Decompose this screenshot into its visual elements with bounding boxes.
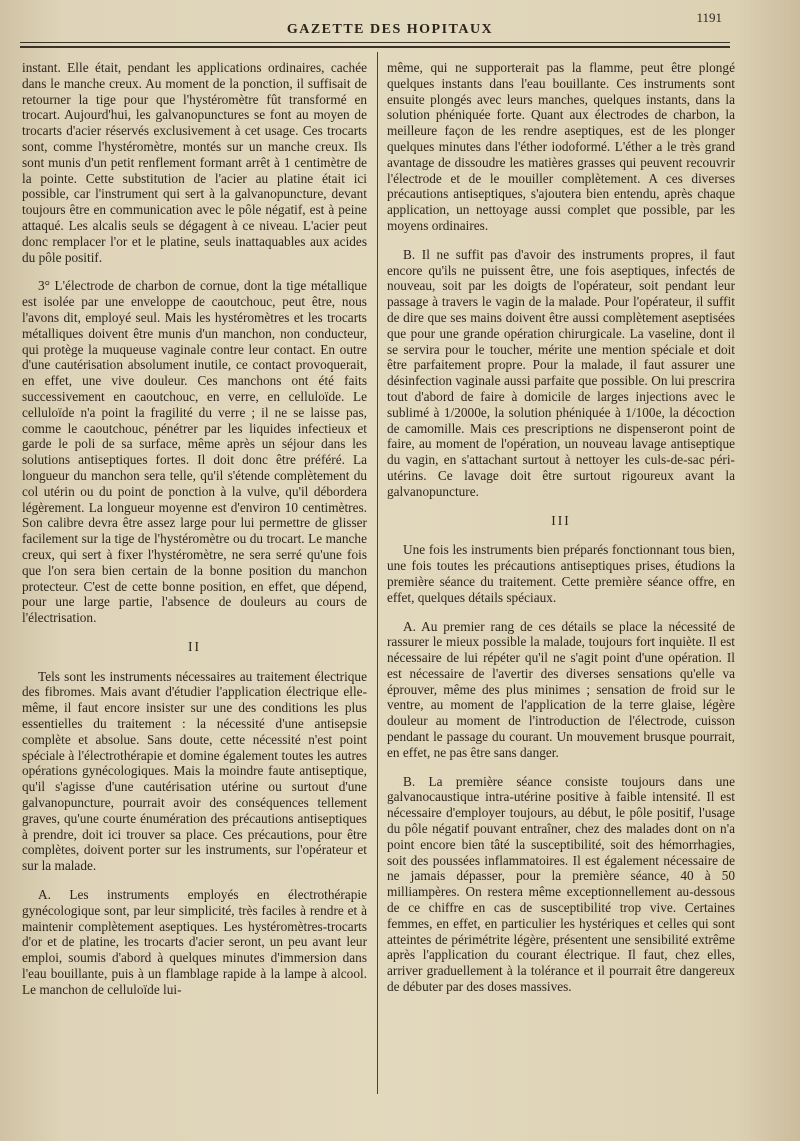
paragraph: Tels sont les instruments nécessaires au traitement électrique des fibromes. Mais avant d'étudier l'application électrique elle-même, il faut encore insister sur une des conditions les plus essentielles du traitement : la nécessité d'une antisepsie complète et absolue. Sans doute, cette nécessité n'est point spéciale à l'électrothérapie et domine également toutes les autres opérations gynécologiques. Mais la moindre faute antiseptique, qu'il s'agisse d'une cautérisation utérine ou surtout d'une galvanopuncture, pourrait avoir des conséquences tellement graves, qu'une courte énumération des précautions antiseptiques à prendre, doit ici trouver sa place. Ces précautions, pour être complètes, doivent porter sur les instruments, sur l'opérateur et sur la malade. [22, 668, 367, 874]
paragraph: B. Il ne suffit pas d'avoir des instruments propres, il faut encore qu'ils ne puissent être, une fois aseptiques, infectés de nouveau, soit par les doigts de l'opérateur, soit pendant leur passage à travers le vagin de la malade. Pour l'opérateur, il suffit de dire que ses mains doivent être aussi complètement aseptisées que pour une grande opération chirurgicale. La vaseline, dont il se servira pour le toucher, mérite une mention spéciale et doit être parfaitement propre. Pour la malade, il faut assurer une désinfection vaginale aussi parfaite que possible. On lui prescrira tout d'abord de faire à domicile de larges injections avec le sublimé à 1/2000e, la solution phéniquée à 1/100e, la décoction de camomille. Mais ces prescriptions ne dispenseront point de faire, au moment de l'opération, un nouveau lavage antiseptique du vagin, en s'attachant surtout à nettoyer les culs-de-sac péri-utérins. Ce lavage doit être surtout rigoureux avant la galvanopuncture. [387, 246, 735, 499]
paragraph: 3° L'électrode de charbon de cornue, dont la tige métallique est isolée par une enveloppe de caoutchouc, peut être, nous l'avons dit, employé seul. Mais les hystéromètres et les trocarts métalliques doivent être munis d'un manchon, non conducteur, qui protège la muqueuse vaginale contre leur contact. En outre d'une cautérisation absolument inutile, ce contact provoquerait, en effet, une vive douleur. Ces manchons ont été faits successivement en caoutchouc, en verre, en celluloïde. Le celluloïde n'a point la fragilité du verre ; il ne se laisse pas, comme le caoutchouc, pénétrer par les liquides infectieux et garde le poli de sa surface, même après un séjour dans les solutions antiseptiques fortes. Il doit donc être préféré. La longueur du manchon sera telle, qu'il s'étende complètement du col utérin ou du point de ponction à la vulve, qu'il débordera légèrement. La longueur moyenne est d'environ 10 centimètres. Son calibre devra être assez large pour lui permettre de glisser facilement sur la tige de l'hystéromètre ou du trocart. Le manche creux, qui sert à fixer l'hystéromètre, ne sera serré qu'une fois que l'on sera bien certain de la bonne position du manchon protecteur. C'est de cette bonne position, en effet, que dépend, pour une large partie, l'absence de douleurs au cours de l'électrisation. [22, 278, 367, 626]
header-rule-thick [20, 46, 730, 48]
left-column [22, 60, 367, 1011]
section-heading: II [188, 638, 201, 654]
paragraph: B. La première séance consiste toujours dans une galvanocaustique intra-utérine positive à faible intensité. Il est nécessaire d'employer toujours, au début, le pôle positif, l'usage du pôle négatif pouvant entraîner, chez des malades dont on n'a point encore bien tâté la susceptibilité, soit des hémorrhagies, soit des poussées inflammatoires. Il est également nécessaire de ne jamais dépasser, pour la première séance, 40 à 50 milliampères. On restera même exceptionnellement au-dessous de ce chiffre en cas de susceptibilité trop vive. Certaines femmes, en effet, en particulier les hystériques et celles qui sont atteintes de périmétrite légère, présentent une sensibilité extrême après l'application du courant électrique. Il faut, chez elles, arriver graduellement à la tolérance et il pourrait être dangereux de débuter par des doses massives. [387, 773, 735, 995]
paragraph: même, qui ne supporterait pas la flamme, peut être plongé quelques instants dans l'eau bouillante. Ces instruments sont ensuite plongés avec leurs manches, quelques instants, dans la solution phéniquée forte. Quant aux électrodes de charbon, la meilleure façon de les rendre aseptiques, est de les plonger quelques minutes dans l'éther iodoformé. L'éther a le très grand avantage de dissoudre les matières grasses qui peuvent recouvrir l'électrode et de le mouiller complètement. A ces diverses précautions antiseptiques, s'ajoutera bien entendu, après chaque application, un nettoyage aussi complet que possible, par les moyens ordinaires. [387, 60, 735, 233]
right-column [387, 60, 735, 1008]
paragraph: A. Au premier rang de ces détails se place la nécessité de rassurer le mieux possible la malade, toujours fort inquiète. Il est nécessaire de lui répéter qu'il ne s'agit point d'une opération. Il est nécessaire de l'avertir des diverses sensations qu'elle va éprouver, même des plus minimes ; sensation de froid sur le ventre, au moment de l'application de la terre glaise, légère douleur au moment de l'introduction de l'électrode, cuisson pendant le passage du courant. Un mouvement brusque pourrait, en effet, ne pas être sans danger. [387, 618, 735, 760]
section-heading: III [551, 512, 571, 528]
header-rule-thin [20, 42, 730, 43]
paragraph: Une fois les instruments bien préparés fonctionnant tous bien, une fois toutes les précautions antiseptiques prises, étudions la première séance du traitement. Cette première séance offre, en effet, quelques détails spéciaux. [387, 542, 735, 605]
page-header-title: GAZETTE DES HOPITAUX [286, 22, 494, 37]
paragraph: instant. Elle était, pendant les applications ordinaires, cachée dans le manche creux. Au moment de la ponction, il suffisait de retourner la tige pour que l'hystéromètre fût transformé en trocart. Aujourd'hui, les galvanopunctures se font au moyen de trocarts d'acier réservés exclusivement à cet usage. Ces trocarts sont, comme l'hystéromètre, montés sur un manche creux. Ils sont munis d'un petit renflement formant arrêt à 1 centimètre de la pointe. Cette substitution de l'acier au platine était ici possible, car l'instrument qui sert à la galvanopuncture, devant toujours être en communication avec le pôle négatif, est à peine attaqué. Les alcalis seuls se dégagent à ce niveau. L'acier peut donc remplacer l'or et le platine, seuls inattaquables aux acides du pôle positif. [22, 60, 367, 265]
column-divider [377, 52, 378, 1094]
page-number: 1191 [696, 10, 722, 25]
paragraph: A. Les instruments employés en électrothérapie gynécologique sont, par leur simplicité, très faciles à rendre et à maintenir complètement aseptiques. Les hystéromètres-trocarts d'or et de platine, les trocarts d'acier seront, un peu avant leur emploi, soumis d'abord à quelques minutes d'immersion dans l'eau bouillante, puis à un flamblage rapide à la lampe à alcool. Le manchon de celluloïde lui- [22, 887, 367, 997]
